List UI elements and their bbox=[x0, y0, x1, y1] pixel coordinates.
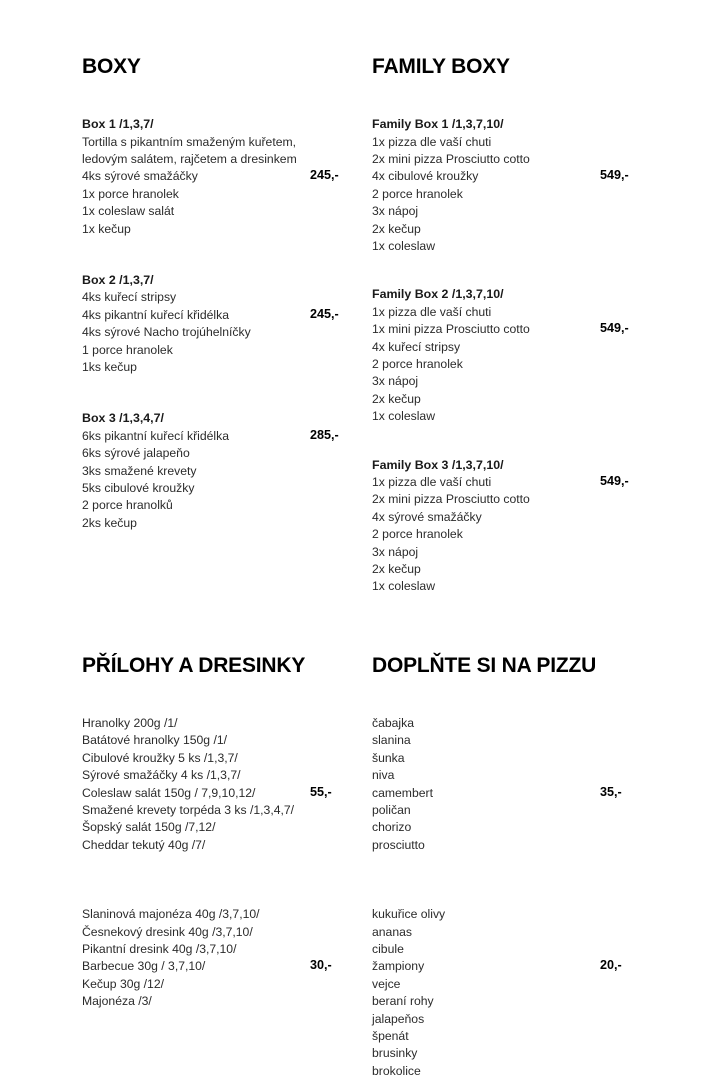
menu-item-line: brokolice bbox=[372, 1063, 421, 1078]
menu-item-line: 1x coleslaw salát bbox=[82, 204, 175, 219]
menu-item-line: prosciutto bbox=[372, 837, 425, 852]
menu-item-title: Box 2 /1,3,7/ bbox=[82, 272, 154, 287]
menu-item-line: 1 porce hranolek bbox=[82, 342, 173, 357]
menu-item-line: 1x pizza dle vaší chuti bbox=[372, 475, 492, 489]
menu-item-line: Slaninová majonéza 40g /3,7,10/ bbox=[82, 907, 260, 922]
menu-item-line: Majonéza /3/ bbox=[82, 994, 152, 1009]
menu-item-line: 2 porce hranolek bbox=[372, 356, 463, 371]
menu-item-line: 2x kečup bbox=[372, 391, 421, 406]
menu-item-block bbox=[82, 410, 372, 532]
boxy-heading: BOXY bbox=[82, 55, 141, 78]
menu-item-line: beraní rohy bbox=[372, 994, 434, 1009]
menu-item-line: 5ks cibulové kroužky bbox=[82, 481, 195, 495]
menu-item-title: Family Box 3 /1,3,7,10/ bbox=[372, 457, 504, 472]
menu-item-line: 3x nápoj bbox=[372, 374, 419, 389]
menu-item-line: Hranolky 200g /1/ bbox=[82, 715, 178, 730]
menu-item-line: Česnekový dresink 40g /3,7,10/ bbox=[82, 924, 253, 939]
menu-item-line: jalapeňos bbox=[372, 1011, 425, 1026]
menu-item-line: 1x coleslaw bbox=[372, 579, 435, 594]
doplnte-group-list bbox=[372, 715, 662, 1080]
menu-item-line: Šopský salát 150g /7,12/ bbox=[82, 820, 216, 835]
menu-item-line: 4x cibulové kroužky bbox=[372, 169, 479, 184]
boxy-column bbox=[82, 55, 372, 596]
menu-item-price: 35,- bbox=[600, 784, 622, 799]
menu-item-price: 245,- bbox=[310, 306, 339, 321]
menu-item-price: 20,- bbox=[600, 958, 622, 973]
bottom-columns bbox=[0, 654, 724, 1080]
menu-item-line: Pikantní dresink 40g /3,7,10/ bbox=[82, 942, 237, 956]
menu-item-line: chorizo bbox=[372, 820, 412, 835]
menu-item-line: Kečup 30g /12/ bbox=[82, 976, 164, 991]
menu-item-lines bbox=[372, 474, 662, 596]
menu-item-line: 4ks kuřecí stripsy bbox=[82, 290, 177, 305]
menu-item-line: Sýrové smažáčky 4 ks /1,3,7/ bbox=[82, 768, 241, 783]
menu-item-lines bbox=[82, 134, 372, 238]
menu-item-line: 3x nápoj bbox=[372, 204, 419, 219]
menu-item-line: 1x mini pizza Prosciutto cotto bbox=[372, 322, 530, 337]
menu-item-line: 2ks kečup bbox=[82, 515, 137, 530]
menu-item-title: Family Box 2 /1,3,7,10/ bbox=[372, 287, 504, 302]
menu-item-line: 4ks sýrové Nacho trojúhelníčky bbox=[82, 325, 251, 340]
menu-item-line: 1x coleslaw bbox=[372, 409, 435, 424]
family-boxy-column bbox=[372, 55, 662, 596]
family-boxy-heading: FAMILY BOXY bbox=[372, 55, 510, 78]
menu-item-line: 2x mini pizza Prosciutto cotto bbox=[372, 492, 530, 507]
menu-item-line: 3ks smažené krevety bbox=[82, 463, 197, 478]
menu-item-line: špenát bbox=[372, 1029, 409, 1044]
doplnte-column bbox=[372, 654, 662, 1080]
menu-item-price: 55,- bbox=[310, 784, 332, 799]
menu-item-price: 549,- bbox=[600, 473, 629, 488]
menu-item-title: Box 3 /1,3,4,7/ bbox=[82, 411, 164, 426]
menu-item-line: Batátové hranolky 150g /1/ bbox=[82, 733, 227, 748]
prilohy-column bbox=[82, 654, 372, 1080]
menu-item-line: Coleslaw salát 150g / 7,9,10,12/ bbox=[82, 785, 256, 800]
menu-item-line: Smažené krevety torpéda 3 ks /1,3,4,7/ bbox=[82, 802, 295, 817]
menu-item-line: 3x nápoj bbox=[372, 544, 419, 559]
family-boxy-item-list bbox=[372, 116, 662, 596]
menu-item-line: čabajka bbox=[372, 715, 415, 730]
menu-item-line: Barbecue 30g / 3,7,10/ bbox=[82, 959, 206, 974]
menu-item-line: niva bbox=[372, 768, 395, 783]
menu-item-line: vejce bbox=[372, 976, 401, 991]
menu-item-line: 6ks sýrové jalapeňo bbox=[82, 446, 190, 461]
menu-item-line: 4x sýrové smažáčky bbox=[372, 509, 482, 524]
menu-item-lines bbox=[82, 289, 372, 376]
menu-item-line: ledovým salátem, rajčetem a dresinkem bbox=[82, 151, 297, 166]
menu-item-price: 549,- bbox=[600, 168, 629, 183]
menu-item-block bbox=[82, 906, 372, 1010]
menu-item-price: 549,- bbox=[600, 321, 629, 336]
menu-item-price: 285,- bbox=[310, 427, 339, 442]
menu-item-line: 6ks pikantní kuřecí křidélka bbox=[82, 428, 229, 443]
menu-item-block bbox=[372, 286, 662, 425]
menu-item-block bbox=[372, 116, 662, 255]
menu-item-line: 4ks pikantní kuřecí křidélka bbox=[82, 307, 229, 322]
menu-item-lines bbox=[372, 134, 662, 256]
prilohy-heading: PŘÍLOHY A DRESINKY bbox=[82, 653, 306, 677]
menu-item-line: Cheddar tekutý 40g /7/ bbox=[82, 837, 206, 852]
menu-item-line: 1x coleslaw bbox=[372, 238, 435, 253]
menu-item-block bbox=[82, 272, 372, 376]
menu-item-price: 245,- bbox=[310, 168, 339, 183]
menu-item-line: 2x kečup bbox=[372, 562, 421, 577]
menu-item-block bbox=[372, 715, 662, 854]
menu-item-line: 2x kečup bbox=[372, 221, 421, 236]
menu-item-line: 2 porce hranolků bbox=[82, 498, 173, 513]
menu-item-line: 1x porce hranolek bbox=[82, 186, 179, 201]
menu-item-block bbox=[82, 715, 372, 854]
boxy-item-list bbox=[82, 116, 372, 532]
menu-item-line: 2 porce hranolek bbox=[372, 186, 463, 201]
menu-item-lines bbox=[372, 906, 662, 1080]
menu-item-price: 30,- bbox=[310, 958, 332, 973]
menu-item-lines bbox=[82, 428, 372, 532]
menu-item-line: 2 porce hranolek bbox=[372, 527, 463, 542]
menu-item-line: Cibulové kroužky 5 ks /1,3,7/ bbox=[82, 750, 238, 765]
menu-item-line: ananas bbox=[372, 924, 412, 939]
menu-item-line: žampiony bbox=[372, 959, 425, 974]
menu-item-line: Tortilla s pikantním smaženým kuřetem, bbox=[82, 134, 297, 149]
menu-item-title: Box 1 /1,3,7/ bbox=[82, 117, 154, 132]
menu-item-title: Family Box 1 /1,3,7,10/ bbox=[372, 117, 504, 132]
menu-item-line: 4x kuřecí stripsy bbox=[372, 339, 461, 354]
menu-item-line: 1x kečup bbox=[82, 221, 131, 236]
menu-item-line: 4ks sýrové smažáčky bbox=[82, 169, 198, 184]
menu-item-line: 1ks kečup bbox=[82, 359, 137, 374]
menu-item-line: 1x pizza dle vaší chuti bbox=[372, 304, 492, 319]
menu-item-block bbox=[372, 457, 662, 596]
menu-item-line: 2x mini pizza Prosciutto cotto bbox=[372, 151, 530, 166]
menu-item-line: kukuřice olivy bbox=[372, 907, 446, 922]
menu-item-line: cibule bbox=[372, 942, 404, 956]
prilohy-group-list bbox=[82, 715, 372, 1011]
doplnte-heading: DOPLŇTE SI NA PIZZU bbox=[372, 653, 597, 677]
menu-item-line: brusinky bbox=[372, 1046, 418, 1061]
menu-item-line: šunka bbox=[372, 750, 405, 765]
menu-item-line: 1x pizza dle vaší chuti bbox=[372, 134, 492, 149]
menu-item-line: slanina bbox=[372, 733, 411, 748]
menu-item-block bbox=[372, 906, 662, 1080]
menu-item-block bbox=[82, 116, 372, 238]
menu-item-line: poličan bbox=[372, 802, 411, 817]
menu-item-line: camembert bbox=[372, 785, 433, 800]
top-columns bbox=[0, 55, 724, 596]
